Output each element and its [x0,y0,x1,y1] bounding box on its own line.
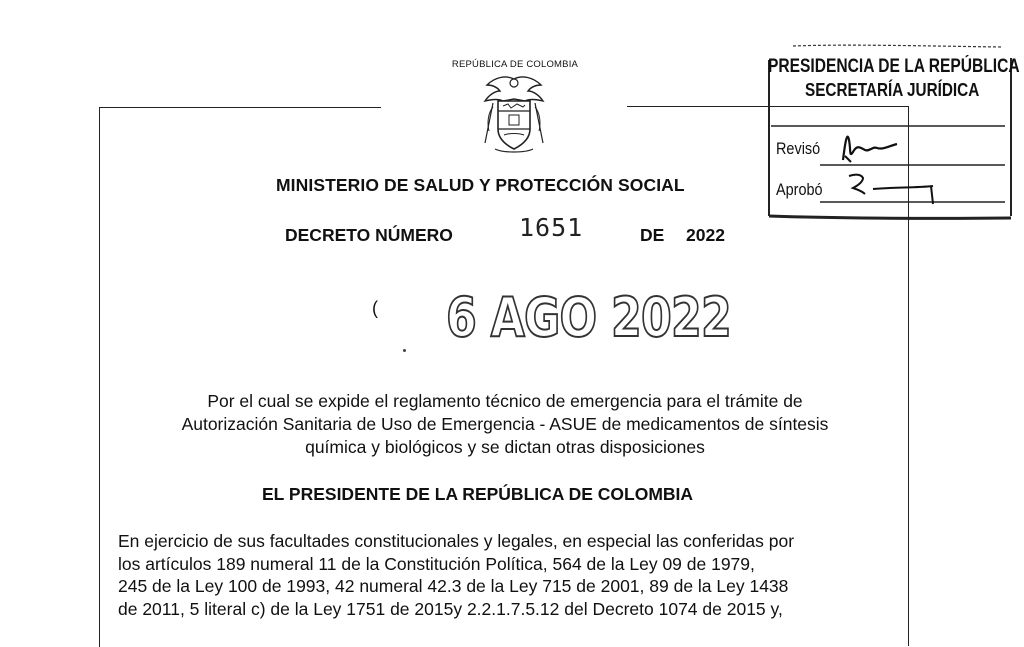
aprobo-signature [849,175,865,194]
date-open-paren: ( [372,298,378,318]
frame-top-left-line [99,107,381,108]
decree-label: DECRETO NÚMERO [285,225,453,245]
subject-line: química y biológicos y se dictan otras disposiciones [305,437,705,457]
frame-left-line [99,107,100,647]
preamble-line: los artículos 189 numeral 11 de la Constitución Política, 564 de la Ley 09 de 1979, [118,553,755,574]
decree-year: 2022 [686,225,725,245]
preamble-paragraph [118,530,888,620]
decree-de-label: DE [640,225,665,245]
authority-heading: EL PRESIDENTE DE LA REPÚBLICA DE COLOMBIA [262,484,694,504]
coat-of-arms-icon [473,73,555,157]
stamp-secretaria-title: SECRETARÍA JURÍDICA [805,80,980,100]
scan-speck [403,349,406,352]
decree-number: 1651 [519,213,584,242]
date-stamp: 6 AGO 2022 [446,286,731,349]
stamp-presidency-title: PRESIDENCIA DE LA REPÚBLICA [768,56,1020,77]
subject-line: Autorización Sanitaria de Uso de Emergencia - ASUE de medicamentos de síntesis [181,414,829,434]
ministry-title: MINISTERIO DE SALUD Y PROTECCIÓN SOCIAL [276,175,685,195]
country-name: REPÚBLICA DE COLOMBIA [451,59,579,70]
decree-subject [130,390,880,459]
preamble-line: 245 de la Ley 100 de 1993, 42 numeral 42.3 de la Ley 715 de 2001, 89 de la Ley 1438 [118,576,789,596]
stamp-aprobo-label: Aprobó [776,180,823,199]
reviso-signature [843,137,897,160]
subject-line: Por el cual se expide el reglamento técnico de emergencia para el trámite de [207,391,803,411]
stamp-reviso-label: Revisó [776,139,821,158]
preamble-line: de 2011, 5 literal c) de la Ley 1751 de 2015y 2.2.1.7.5.12 del Decreto 1074 de 2015 y, [118,598,783,619]
preamble-line: En ejercicio de sus facultades constitucionales y legales, en especial las conferidas por [118,531,795,551]
